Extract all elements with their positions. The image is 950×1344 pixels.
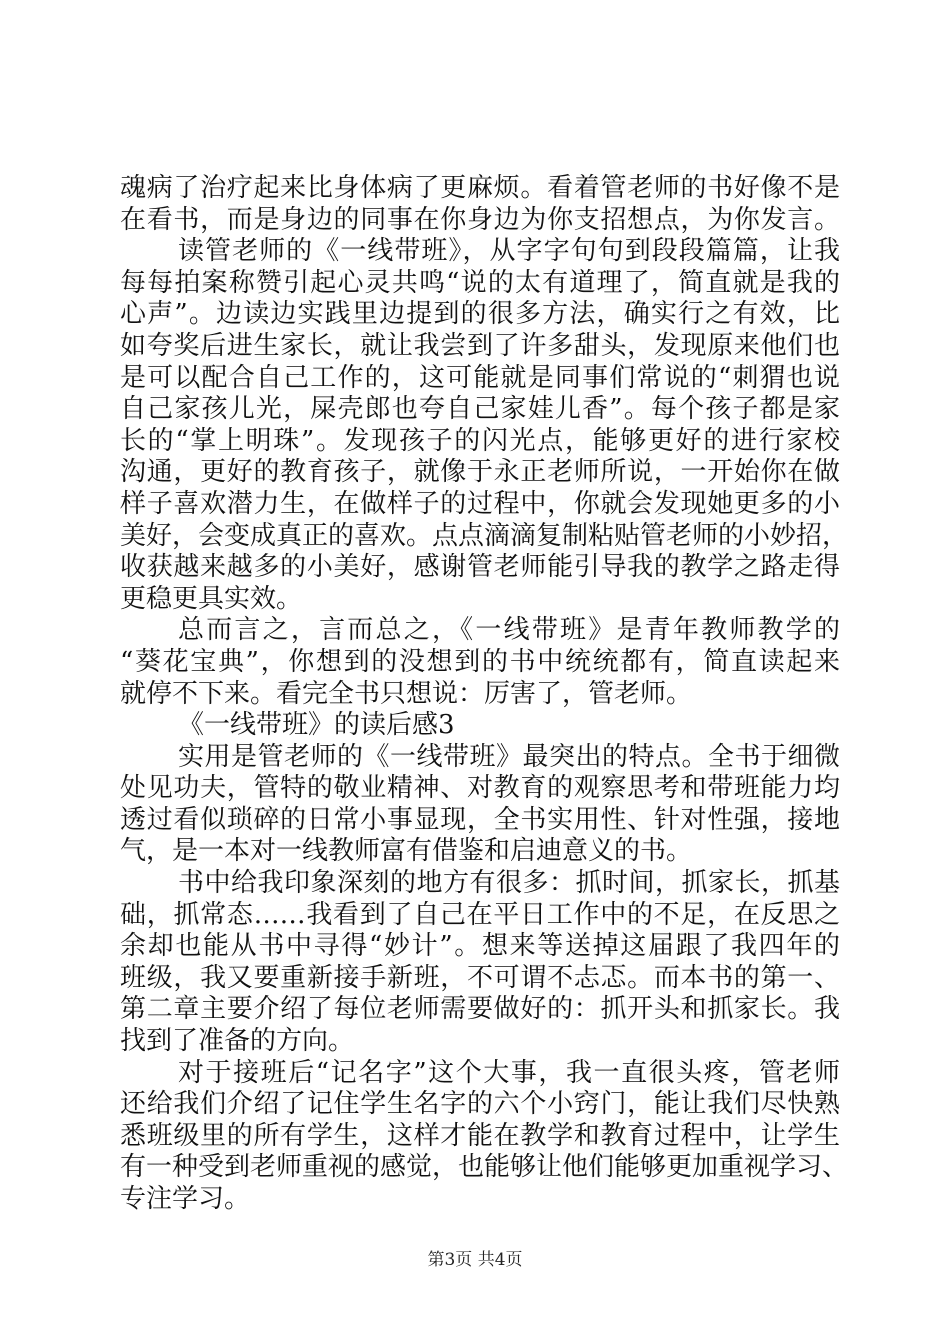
text-line: 气，是一本对一线教师富有借鉴和启迪意义的书。 [120,836,693,867]
text-line: 收获越来越多的小美好，感谢管老师能引导我的教学之路走得 [120,552,840,583]
text-line: 心声”。边读边实践里边提到的很多方法，确实行之有效，比 [120,299,840,330]
text-line: 书中给我印象深刻的地方有很多：抓时间，抓家长，抓基 [178,868,840,899]
text-line: 是可以配合自己工作的，这可能就是同事们常说的“刺猬也说 [120,362,840,393]
page-number-footer: 第3页 共4页 [427,1250,523,1270]
text-line: 就停不下来。看完全书只想说：厉害了，管老师。 [120,678,693,709]
text-line: 有一种受到老师重视的感觉，也能够让他们能够更加重视学习、 [120,1152,849,1183]
text-line: 长的“掌上明珠”。发现孩子的闪光点，能够更好的进行家校 [120,425,840,456]
text-line: 悉班级里的所有学生，这样才能在教学和教育过程中，让学生 [120,1120,840,1151]
text-line: 处见功夫，管特的敬业精神、对教育的观察思考和带班能力均 [120,773,840,804]
text-line: 更稳更具实效。 [120,583,303,614]
text-line: “葵花宝典”，你想到的没想到的书中统统都有，简直读起来 [120,646,840,677]
text-line: 找到了准备的方向。 [120,1026,355,1057]
text-line: 班级，我又要重新接手新班，不可谓不忐忑。而本书的第一、 [120,962,840,993]
text-line: 总而言之，言而总之，《一线带班》是青年教师教学的 [178,615,840,646]
text-line: 实用是管老师的《一线带班》最突出的特点。全书于细微 [178,741,840,772]
text-line: 余却也能从书中寻得“妙计”。想来等送掉这届跟了我四年的 [120,931,840,962]
text-line: 对于接班后“记名字”这个大事，我一直很头疼，管老师 [178,1057,840,1088]
text-line: 每每拍案称赞引起心灵共鸣“说的太有道理了，简直就是我的 [120,267,840,298]
text-line: 透过看似琐碎的日常小事显现，全书实用性、针对性强，接地 [120,804,840,835]
text-line: 沟通，更好的教育孩子，就像于永正老师所说，一开始你在做 [120,457,840,488]
text-line: 自己家孩儿光，屎壳郎也夸自己家娃儿香”。每个孩子都是家 [120,394,840,425]
text-line: 样子喜欢潜力生，在做样子的过程中，你就会发现她更多的小 [120,488,840,519]
text-line: 魂病了治疗起来比身体病了更麻烦。看着管老师的书好像不是 [120,173,840,203]
text-line: 础，抓常态……我看到了自己在平日工作中的不足，在反思之 [120,899,840,930]
text-line: 美好，会变成真正的喜欢。点点滴滴复制粘贴管老师的小妙招， [120,520,849,551]
text-line: 还给我们介绍了记住学生名字的六个小窍门，能让我们尽快熟 [120,1089,840,1120]
text-line: 第二章主要介绍了每位老师需要做好的：抓开头和抓家长。我 [120,994,840,1025]
text-line: 如夸奖后进生家长，就让我尝到了许多甜头，发现原来他们也 [120,330,840,361]
document-body [120,173,849,1216]
text-line: 在看书，而是身边的同事在你身边为你支招想点，为你发言。 [120,204,840,235]
text-line: 《一线带班》的读后感3 [178,710,455,741]
text-line: 读管老师的《一线带班》，从字字句句到段段篇篇，让我 [178,236,840,267]
text-line: 专注学习。 [120,1184,251,1214]
